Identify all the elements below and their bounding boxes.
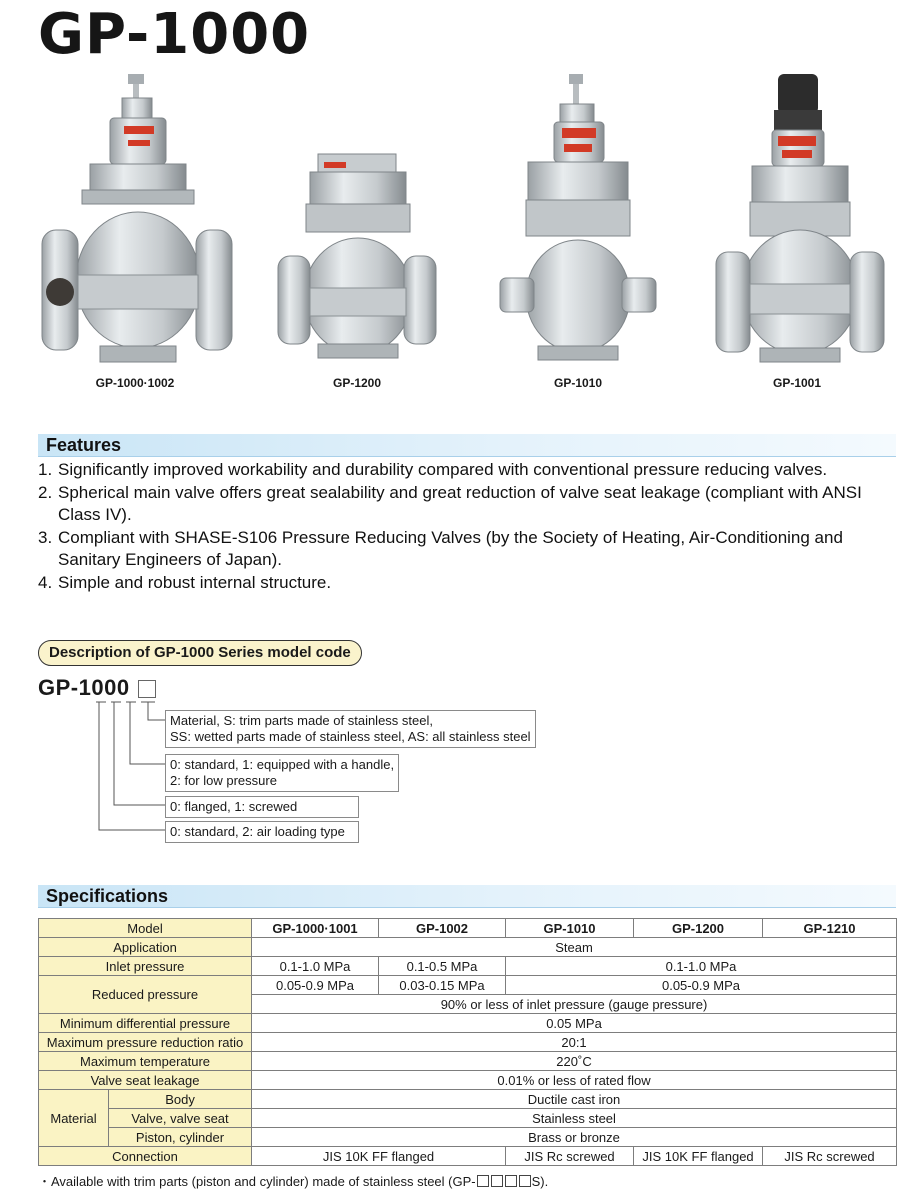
specifications-header [38,885,896,908]
model-code-desc-connection: 0: flanged, 1: screwed [165,796,359,818]
features-header [38,434,896,457]
table-row: Connection JIS 10K FF flanged JIS Rc screwed JIS 10K FF flanged JIS Rc screwed [39,1147,897,1166]
placeholder-box [505,1175,517,1187]
features-heading: Features [46,435,122,455]
table-row: Minimum differential pressure 0.05 MPa [39,1014,897,1033]
specifications-footnote: ・Available with trim parts (piston and cylinder) made of stainless steel (GP- S). [38,1174,549,1189]
features-list [38,459,898,594]
product-caption: GP-1010 [553,376,603,390]
table-row: Valve, valve seat Stainless steel [39,1109,897,1128]
model-code: GP-1000 [38,675,130,700]
model-code-suffix-box [138,680,156,698]
product-image-gp1000-1002 [38,70,238,400]
placeholder-box [477,1175,489,1187]
specifications-table [38,918,897,1166]
table-row: Material Body Ductile cast iron [39,1090,897,1109]
table-row: Application Steam [39,938,897,957]
list-item: 4. Simple and robust internal structure. [38,572,332,592]
list-item: 2. Spherical main valve offers great sealability and great reduction of valve seat leakage (compliant with ANSI Class IV). [38,482,862,524]
model-code-desc-loading: 0: standard, 2: air loading type [165,821,359,843]
placeholder-box [491,1175,503,1187]
table-row: Maximum pressure reduction ratio 20:1 [39,1033,897,1052]
placeholder-box [519,1175,531,1187]
model-code-desc-material: Material, S: trim parts made of stainless steel, SS: wetted parts made of stainless steel, AS: all stainless steel [165,710,536,748]
product-caption: GP-1001 [772,376,822,390]
table-row: 90% or less of inlet pressure (gauge pressure) [39,995,897,1014]
table-row: Reduced pressure 0.05-0.9 MPa 0.03-0.15 MPa 0.05-0.9 MPa [39,976,897,995]
specifications-heading: Specifications [46,886,169,906]
product-image-gp1001 [712,70,888,400]
product-caption: GP-1200 [332,376,382,390]
product-image-gp1200 [276,70,438,400]
table-row: Model GP-1000·1001 GP-1002 GP-1010 GP-1200 GP-1210 [39,919,897,938]
table-row: Inlet pressure 0.1-1.0 MPa 0.1-0.5 MPa 0.1-1.0 MPa [39,957,897,976]
table-row: Valve seat leakage 0.01% or less of rated flow [39,1071,897,1090]
table-row: Maximum temperature 220˚C [39,1052,897,1071]
model-code-heading: Description of GP-1000 Series model code [38,640,362,666]
product-caption: GP-1000·1002 [95,376,175,390]
product-image-gp1010 [498,70,658,400]
list-item: 3. Compliant with SHASE-S106 Pressure Reducing Valves (by the Society of Heating, Air-Conditioning and Sanitary Engineers of Japan). [38,527,843,569]
list-item: 1. Significantly improved workability and durability compared with conventional pressure reducing valves. [38,460,828,479]
table-row: Piston, cylinder Brass or bronze [39,1128,897,1147]
model-code-desc-type: 0: standard, 1: equipped with a handle, 2: for low pressure [165,754,399,792]
page-title: GP-1000 [38,2,311,67]
